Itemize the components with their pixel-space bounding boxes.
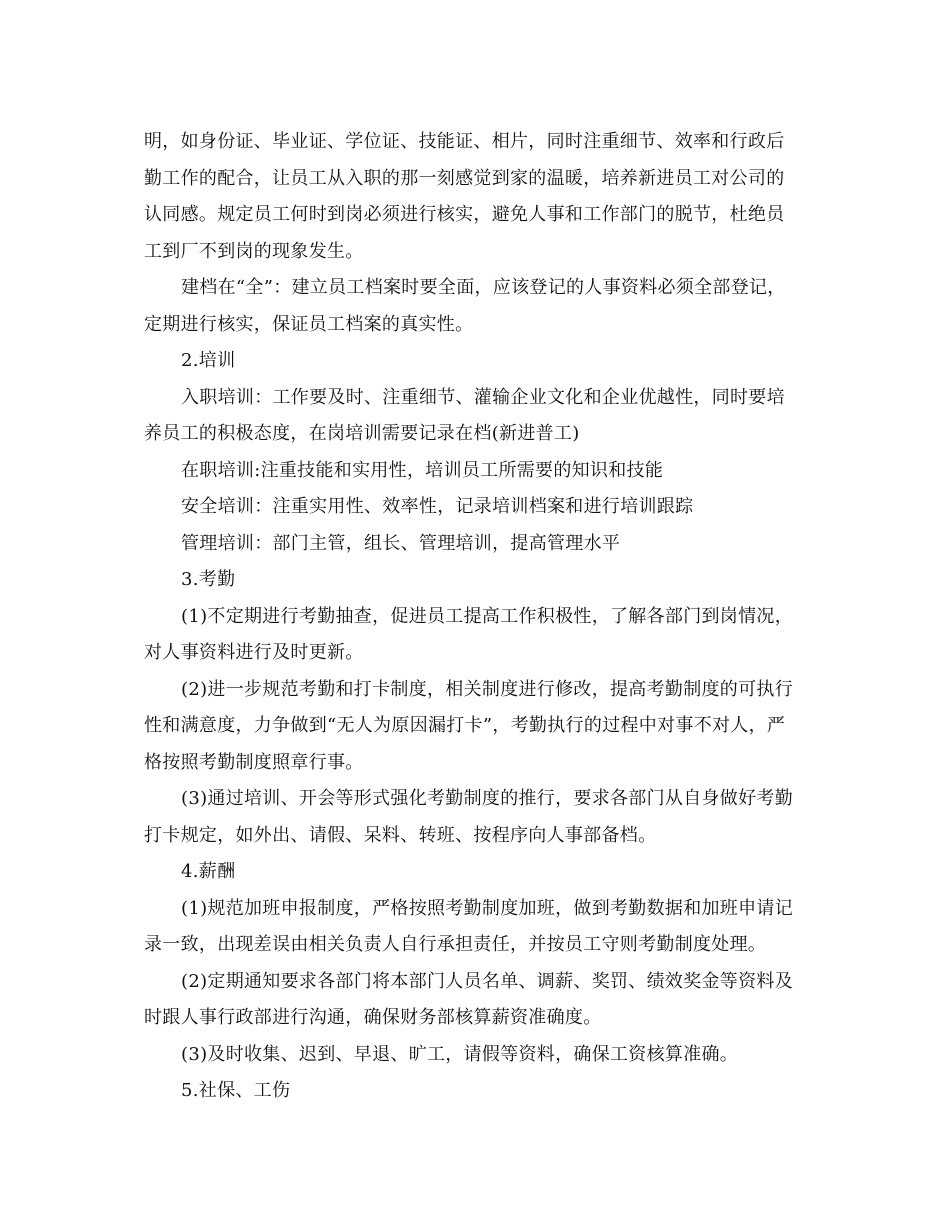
text-line: 勤工作的配合，让员工从入职的那一刻感觉到家的温暖，培养新进员工对公司的 xyxy=(144,167,785,189)
section-heading: 4.薪酬 xyxy=(181,861,236,882)
text-line: 入职培训：工作要及时、注重细节、灌输企业文化和企业优越性，同时要培 xyxy=(181,386,785,408)
text-line: 时跟人事行政部进行沟通，确保财务部核算薪资准确度。 xyxy=(144,1007,602,1028)
text-line: 对人事资料进行及时更新。 xyxy=(144,642,364,663)
text-line: 性和满意度，力争做到“无人为原因漏打卡”，考勤执行的过程中对事不对人，严 xyxy=(144,715,786,736)
text-line: 录一致，出现差误由相关负责人自行承担责任，并按员工守则考勤制度处理。 xyxy=(144,934,767,955)
text-line: 明，如身份证、毕业证、学位证、技能证、相片，同时注重细节、效率和行政后 xyxy=(144,131,785,152)
text-line: 认同感。规定员工何时到岗必须进行核实，避免人事和工作部门的脱节，杜绝员 xyxy=(144,204,785,225)
text-line: 建档在“全”：建立员工档案时要全面，应该登记的人事资料必须全部登记， xyxy=(181,277,786,298)
text-line: (1)规范加班申报制度，严格按照考勤制度加班，做到考勤数据和加班申请记 xyxy=(181,897,793,919)
text-line: 定期进行核实，保证员工档案的真实性。 xyxy=(144,313,474,335)
text-line: 安全培训：注重实用性、效率性，记录培训档案和进行培训跟踪 xyxy=(181,496,694,517)
section-heading: 3.考勤 xyxy=(181,569,236,590)
text-line: (2)定期通知要求各部门将本部门人员名单、调薪、奖罚、绩效奖金等资料及 xyxy=(181,970,793,992)
section-heading: 2.培训 xyxy=(181,350,236,371)
text-line: (2)进一步规范考勤和打卡制度，相关制度进行修改，提高考勤制度的可执行 xyxy=(181,678,793,700)
text-line: (1)不定期进行考勤抽查，促进员工提高工作积极性，了解各部门到岗情况， xyxy=(181,605,793,627)
text-line: 管理培训：部门主管，组长、管理培训，提高管理水平 xyxy=(181,532,621,554)
section-heading: 5.社保、工伤 xyxy=(181,1080,291,1101)
text-line: (3)及时收集、迟到、早退、旷工，请假等资料，确保工资核算准确。 xyxy=(181,1043,739,1065)
text-line: (3)通过培训、开会等形式强化考勤制度的推行，要求各部门从自身做好考勤 xyxy=(181,788,793,809)
text-line: 在职培训:注重技能和实用性，培训员工所需要的知识和技能 xyxy=(181,459,664,481)
text-line: 养员工的积极态度，在岗培训需要记录在档(新进普工) xyxy=(144,423,580,444)
text-line: 打卡规定，如外出、请假、呆料、转班、按程序向人事部备档。 xyxy=(144,824,657,846)
text-line: 格按照考勤制度照章行事。 xyxy=(144,751,364,773)
document-body xyxy=(144,124,812,1110)
text-line: 工到厂不到岗的现象发生。 xyxy=(144,240,364,262)
